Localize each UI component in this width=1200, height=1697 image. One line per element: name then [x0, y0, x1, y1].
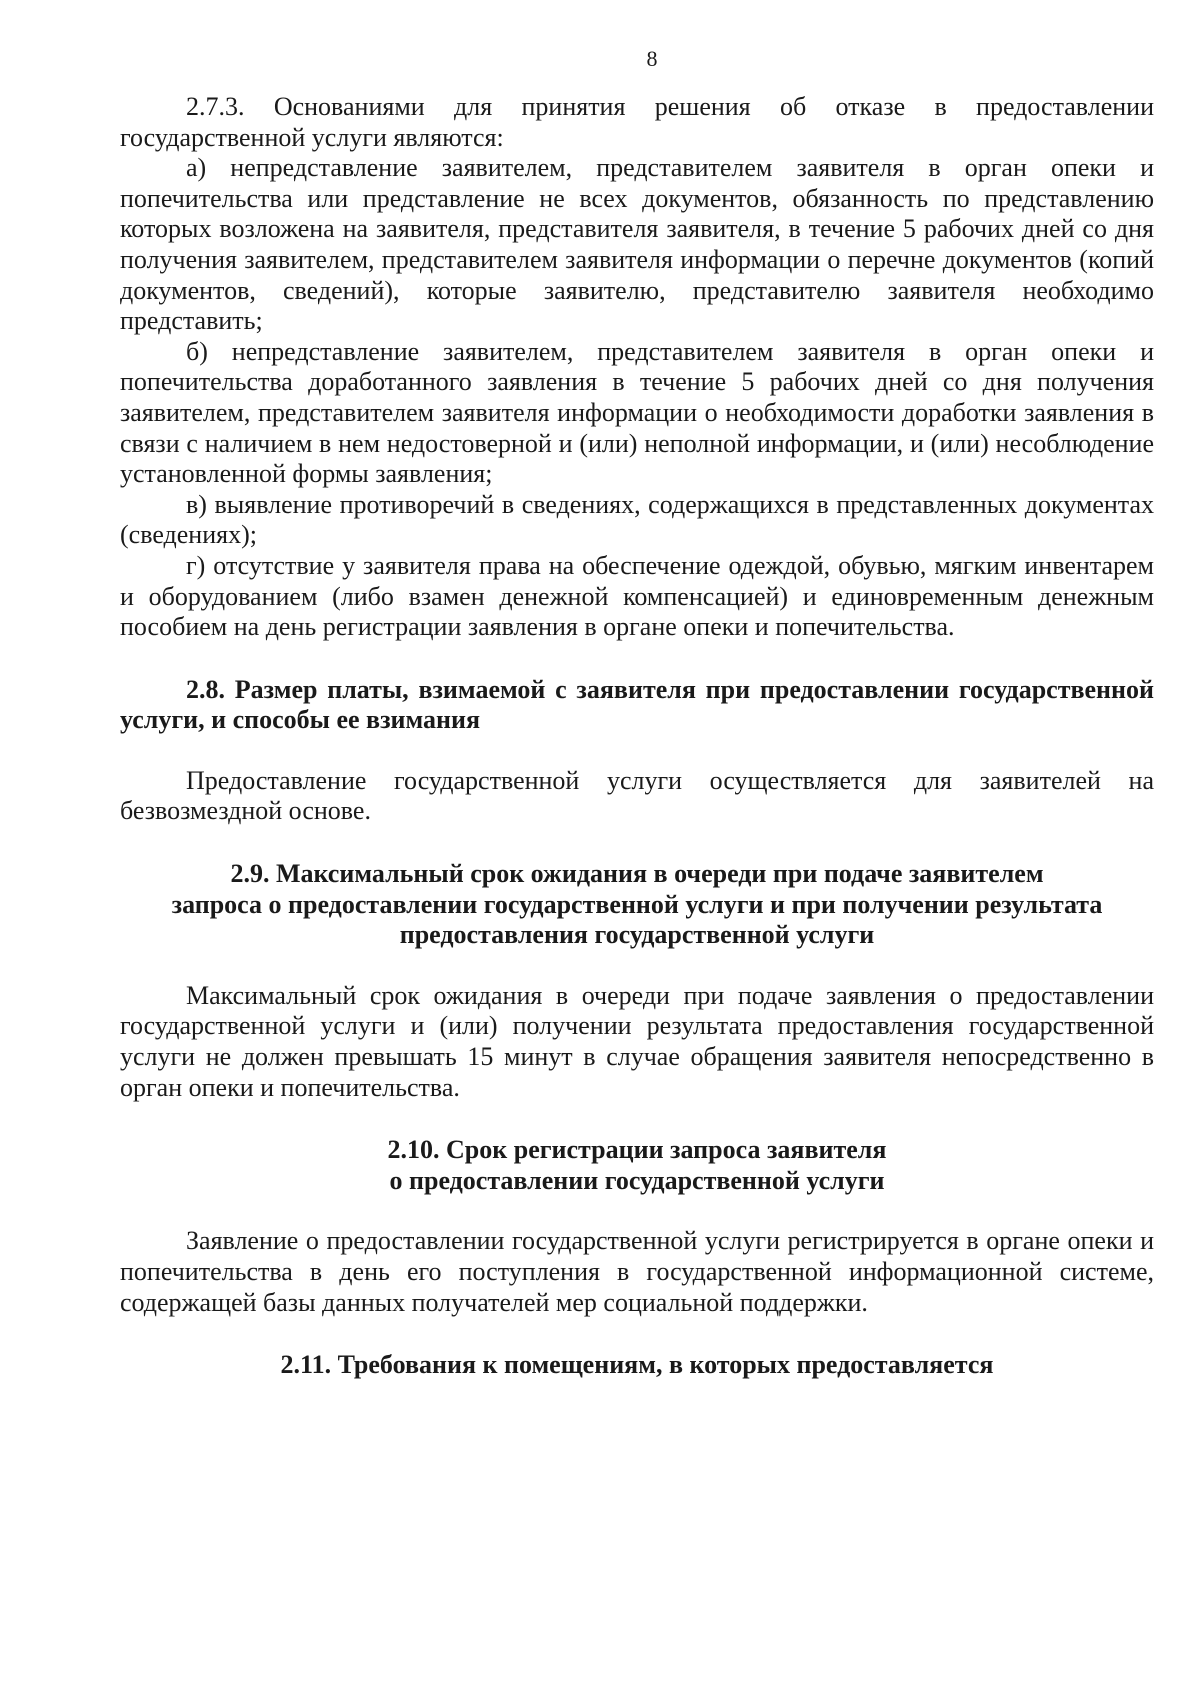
- paragraph-item-b: б) непредставление заявителем, представителем заявителя в орган опеки и попечительства доработанного заявления в течение 5 рабочих дней со дня получения заявителем, представителем заявителя информации о необходимости доработки заявления в связи с наличием в нем недостоверной и (или) неполной информации, и (или) несоблюдение установленной формы заявления;: [120, 336, 1154, 489]
- paragraph-2-9-body: Максимальный срок ожидания в очереди при подаче заявления о предоставлении государственной услуги и (или) получении результата предоставления государственной услуги не должен превышать 15 минут в случае обращения заявителя непосредственно в орган опеки и попечительства.: [120, 980, 1154, 1102]
- heading-2-8: 2.8. Размер платы, взимаемой с заявителя при предоставлении государственной услуги, и способы ее взимания: [120, 674, 1154, 735]
- heading-2-10: [120, 1135, 1154, 1196]
- heading-2-9: [120, 859, 1154, 951]
- heading-2-9-line-2: запроса о предоставлении государственной услуги и при получении результата: [171, 889, 1103, 919]
- section-2-11: [120, 1350, 1154, 1381]
- section-2-7-3: [120, 92, 1154, 643]
- spacer: [120, 951, 1154, 981]
- spacer: [120, 643, 1154, 675]
- spacer: [120, 1103, 1154, 1135]
- spacer: [120, 736, 1154, 766]
- spacer: [120, 827, 1154, 859]
- paragraph-item-a: а) непредставление заявителем, представителем заявителя в орган опеки и попечительства или представление не всех документов, обязанность по представлению которых возложена на заявителя, представителя заявителя, в течение 5 рабочих дней со дня получения заявителем, представителем заявителя информации о перечне документов (копий документов, сведений), которые заявителю, представителю заявителя необходимо представить;: [120, 153, 1154, 336]
- heading-2-9-line-1: 2.9. Максимальный срок ожидания в очереди при подаче заявителем: [230, 859, 1044, 889]
- heading-2-11: [120, 1350, 1154, 1381]
- section-2-9: [120, 859, 1154, 1103]
- heading-2-9-line-3: предоставления государственной услуги: [399, 920, 875, 950]
- heading-2-10-line-2: о предоставлении государственной услуги: [389, 1165, 885, 1195]
- heading-2-11-line-1: 2.11. Требования к помещениям, в которых предоставляется: [280, 1350, 994, 1380]
- paragraph-2-7-3-intro: 2.7.3. Основаниями для принятия решения об отказе в предоставлении государственной услуги являются:: [120, 92, 1154, 152]
- paragraph-item-v: в) выявление противоречий в сведениях, содержащихся в представленных документах (сведениях);: [120, 489, 1154, 550]
- paragraph-2-10-body: Заявление о предоставлении государственной услуги регистрируется в органе опеки и попечительства в день его поступления в государственной информационной системе, содержащей базы данных получателей мер социальной поддержки.: [120, 1226, 1154, 1317]
- paragraph-item-g: г) отсутствие у заявителя права на обеспечение одеждой, обувью, мягким инвентарем и оборудованием (либо взамен денежной компенсацией) и единовременным денежным пособием на день регистрации заявления в органе опеки и попечительства.: [120, 550, 1154, 642]
- section-2-8: [120, 675, 1154, 827]
- page-number: 8: [646, 46, 658, 71]
- heading-2-10-line-1: 2.10. Срок регистрации запроса заявителя: [387, 1135, 887, 1165]
- spacer: [120, 1318, 1154, 1350]
- section-2-10: [120, 1135, 1154, 1318]
- spacer: [120, 1196, 1154, 1226]
- paragraph-2-8-body: Предоставление государственной услуги осуществляется для заявителей на безвозмездной основе.: [120, 765, 1154, 826]
